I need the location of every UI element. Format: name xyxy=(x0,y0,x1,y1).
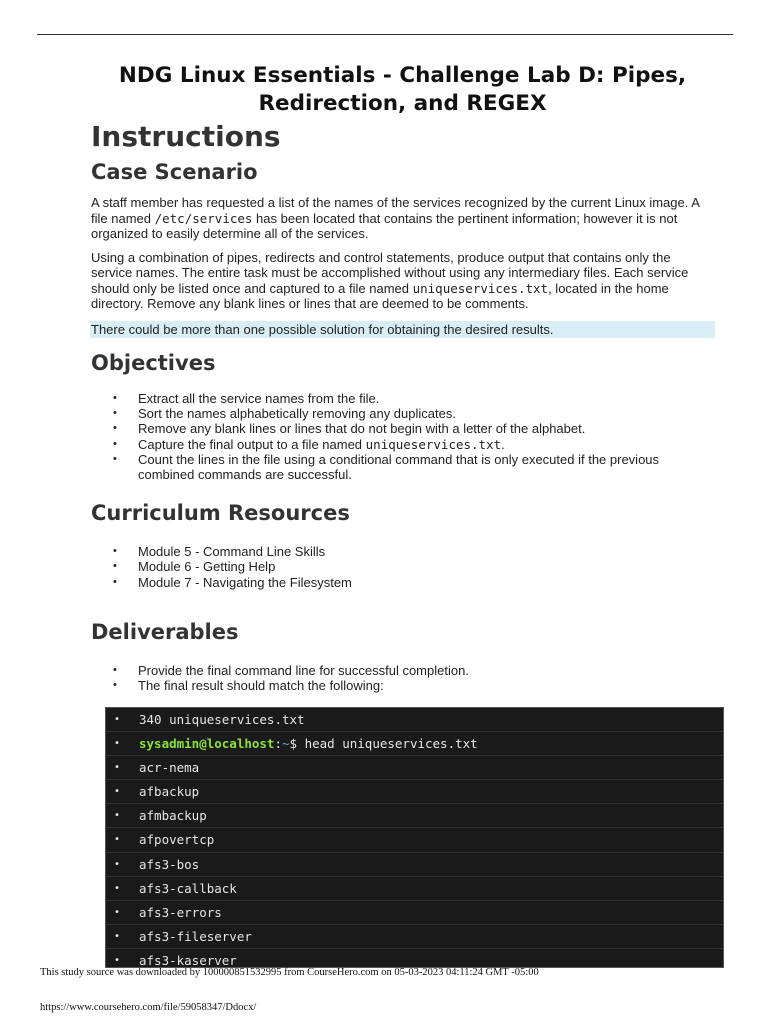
resources-list xyxy=(91,544,714,590)
document-body xyxy=(91,62,714,693)
deliverables-list xyxy=(91,663,714,693)
objectives-list xyxy=(91,391,714,482)
curriculum-resources-heading: Curriculum Resources xyxy=(91,501,350,526)
terminal-line: • afs3-bos xyxy=(106,853,723,877)
terminal-line: • 340 uniqueservices.txt xyxy=(106,708,723,732)
case-scenario-heading: Case Scenario xyxy=(91,160,258,184)
terminal-output-block xyxy=(105,707,724,968)
list-item: • The final result should match the following: xyxy=(91,678,714,693)
terminal-line: • afmbackup xyxy=(106,804,723,828)
list-item: • Module 6 - Getting Help xyxy=(91,559,714,574)
list-item: • Extract all the service names from the file. xyxy=(91,391,714,406)
terminal-line: • afpovertcp xyxy=(106,828,723,852)
info-callout: There could be more than one possible solution for obtaining the desired results. xyxy=(90,321,715,339)
document-title: NDG Linux Essentials - Challenge Lab D: Pipes, Redirection, and REGEX xyxy=(118,63,687,116)
terminal-line: • acr-nema xyxy=(106,756,723,780)
prompt-user: sysadmin@localhost xyxy=(139,736,275,752)
terminal-line: • afbackup xyxy=(106,780,723,804)
list-item: • Module 5 - Command Line Skills xyxy=(91,544,714,559)
list-item: • Capture the final output to a file named uniqueservices.txt. xyxy=(91,437,714,452)
list-item: • Count the lines in the file using a conditional command that is only executed if the previous combined commands are successful. xyxy=(91,452,714,482)
terminal-line: • afs3-kaserver xyxy=(114,952,237,968)
list-item: • Sort the names alphabetically removing any duplicates. xyxy=(91,406,714,421)
terminal-line: • afs3-errors xyxy=(106,901,723,925)
top-rule xyxy=(37,34,733,35)
terminal-line: • afs3-fileserver xyxy=(106,925,723,949)
inline-code-uniqueservices: uniqueservices.txt xyxy=(412,280,549,296)
list-item: • Remove any blank lines or lines that do not begin with a letter of the alphabet. xyxy=(91,421,714,436)
instructions-heading: Instructions xyxy=(91,120,281,153)
prompt-path: ~ xyxy=(282,736,290,752)
terminal-prompt-line: • sysadmin@localhost:~$ head uniqueservices.txt xyxy=(106,732,723,756)
list-item: • Module 7 - Navigating the Filesystem xyxy=(91,575,714,590)
download-note: This study source was downloaded by 100000851532995 from CourseHero.com on 05-03-2023 04:11:24 GMT -05:00 xyxy=(40,967,539,978)
list-item: • Provide the final command line for successful completion. xyxy=(91,663,714,678)
objectives-heading: Objectives xyxy=(91,351,216,375)
terminal-line: • afs3-callback xyxy=(106,877,723,901)
source-url[interactable]: https://www.coursehero.com/file/59058347/Ddocx/ xyxy=(40,1002,257,1013)
deliverables-heading: Deliverables xyxy=(91,619,239,644)
case-scenario-paragraph-1: A staff member has requested a list of the names of the services recognized by the current Linux image. A file named /etc/services has been located that contains the pertinent information; however it is not organized to easily determine all of the services. xyxy=(91,195,700,241)
case-scenario-paragraph-2: Using a combination of pipes, redirects and control statements, produce output that contains only the service names. The entire task must be accomplished without using any intermediary files. Each service should only be listed once and captured to a file named uniqueservices.txt, located in the home directory. Remove any blank lines or lines that are deemed to be comments. xyxy=(91,249,689,311)
inline-code-etc-services: /etc/services xyxy=(154,210,253,226)
